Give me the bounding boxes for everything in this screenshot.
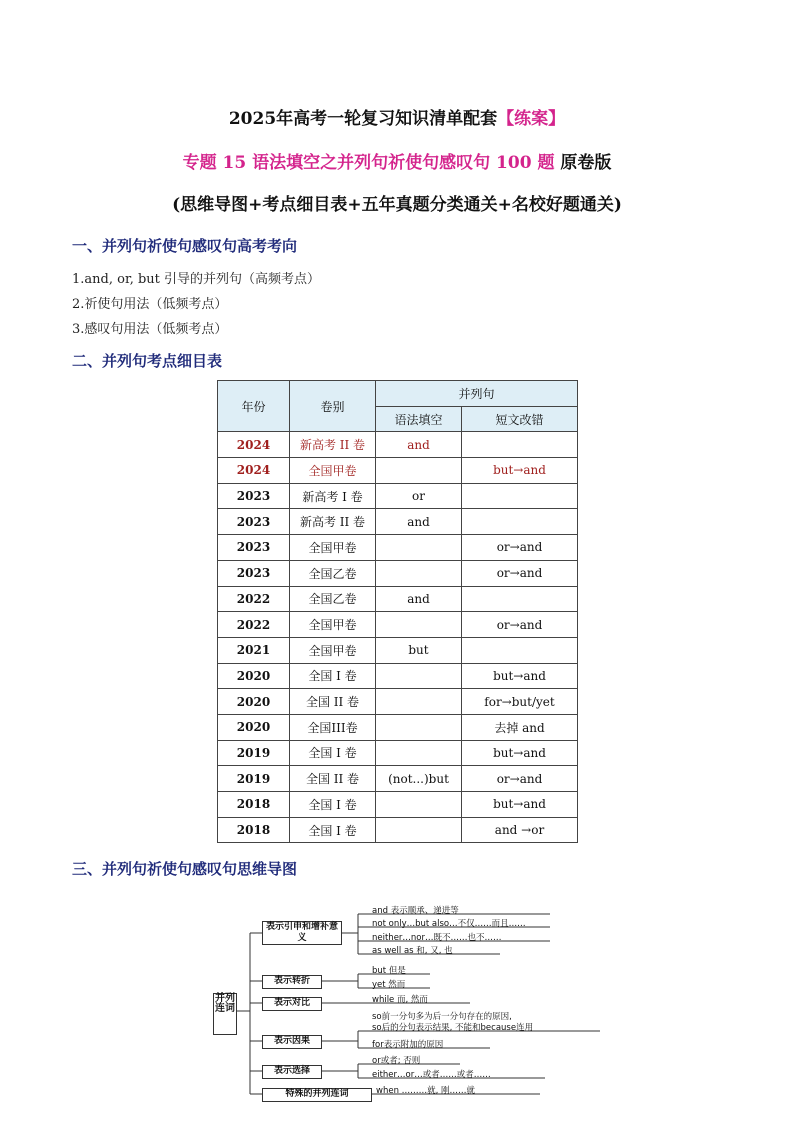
mindmap-leaf: but 但是	[372, 966, 406, 976]
table-cell-yr: 2022	[218, 586, 290, 612]
table-cell-correct	[462, 586, 578, 612]
section1-heading: 一、并列句祈使句感叹句高考考向	[72, 237, 298, 255]
table-row	[218, 560, 578, 586]
topic-title: 专题 15 语法填空之并列句祈使句感叹句 100 题	[182, 153, 555, 173]
mindmap-branch: 表示选择	[262, 1065, 322, 1079]
mindmap-leaf: while 而, 然而	[372, 995, 428, 1005]
table-cell-correct: or→and	[462, 560, 578, 586]
table-cell-correct	[462, 637, 578, 663]
title-main: 2025年高考一轮复习知识清单配套	[228, 109, 498, 129]
table-cell-paper: 全国甲卷	[290, 637, 376, 663]
mindmap-leaf: and 表示顺承、递进等	[372, 906, 459, 916]
table-cell-paper: 全国 II 卷	[290, 766, 376, 792]
table-cell-fill: and	[376, 509, 462, 535]
table-row	[218, 612, 578, 638]
table-row	[218, 586, 578, 612]
table-cell-fill	[376, 714, 462, 740]
table-cell-yr: 2019	[218, 766, 290, 792]
table-cell-paper: 全国 I 卷	[290, 817, 376, 843]
table-cell-fill	[376, 792, 462, 818]
table-row	[218, 535, 578, 561]
table-cell-yr: 2024	[218, 458, 290, 484]
topic-suffix: 原卷版	[554, 153, 612, 173]
table-cell-correct: 去掉 and	[462, 714, 578, 740]
table-row	[218, 817, 578, 843]
table-cell-correct: or→and	[462, 535, 578, 561]
mindmap-branch: 表示转折	[262, 975, 322, 989]
mindmap-leaf: not only…but also…不仅……而且……	[372, 919, 526, 929]
table-cell-yr: 2021	[218, 637, 290, 663]
table-cell-correct: but→and	[462, 740, 578, 766]
table-cell-fill	[376, 535, 462, 561]
table-cell-yr: 2023	[218, 535, 290, 561]
table-row	[218, 458, 578, 484]
mindmap-leaf: either…or…或者……或者……	[372, 1070, 491, 1080]
section3-heading: 三、并列句祈使句感叹句思维导图	[72, 860, 298, 878]
table-cell-fill: (not...)but	[376, 766, 462, 792]
mindmap-branch: 特殊的并列连词	[262, 1088, 372, 1102]
table-cell-fill	[376, 560, 462, 586]
mindmap-leaf: when ………就, 刚……就	[376, 1086, 476, 1096]
table-cell-correct: but→and	[462, 458, 578, 484]
table-cell-yr: 2023	[218, 560, 290, 586]
table-cell-paper: 全国乙卷	[290, 560, 376, 586]
table-row	[218, 792, 578, 818]
table-row	[218, 766, 578, 792]
table-cell-fill	[376, 817, 462, 843]
table-row	[218, 509, 578, 535]
table-row	[218, 714, 578, 740]
table-cell-correct: but→and	[462, 663, 578, 689]
table-cell-fill	[376, 612, 462, 638]
table-cell-correct: and →or	[462, 817, 578, 843]
header-group: 并列句	[376, 381, 578, 407]
table-cell-paper: 全国 I 卷	[290, 663, 376, 689]
document-subtitle	[0, 148, 794, 173]
title-tag: 【练案】	[497, 109, 566, 129]
table-cell-fill	[376, 458, 462, 484]
table-cell-fill: or	[376, 483, 462, 509]
table-cell-paper: 全国 I 卷	[290, 792, 376, 818]
mindmap-branch: 表示因果	[262, 1035, 322, 1049]
table-cell-fill	[376, 689, 462, 715]
table-cell-correct: or→and	[462, 766, 578, 792]
mindmap-leaf: yet 然而	[372, 980, 406, 990]
table-cell-paper: 全国甲卷	[290, 458, 376, 484]
table-cell-paper: 全国III卷	[290, 714, 376, 740]
table-cell-fill: and	[376, 432, 462, 458]
header-correct: 短文改错	[462, 406, 578, 432]
table-cell-yr: 2018	[218, 817, 290, 843]
mindmap-leaf: or或者; 否则	[372, 1056, 421, 1066]
header-fill: 语法填空	[376, 406, 462, 432]
mindmap-leaf: neither…nor…既不……也不……	[372, 933, 502, 943]
mindmap-leaf: as well as 和, 又, 也	[372, 946, 453, 956]
table-cell-yr: 2024	[218, 432, 290, 458]
table-cell-fill	[376, 663, 462, 689]
mindmap-leaf: so前一分句多为后一分句存在的原因,	[372, 1012, 512, 1022]
table-cell-yr: 2020	[218, 663, 290, 689]
table-cell-fill	[376, 740, 462, 766]
table-cell-yr: 2020	[218, 689, 290, 715]
section1-item: 2.祈使句用法（低频考点）	[72, 297, 228, 312]
mindmap-leaf: so后的分句表示结果, 不能和because连用	[372, 1023, 534, 1033]
table-cell-paper: 新高考 II 卷	[290, 432, 376, 458]
table-cell-fill: but	[376, 637, 462, 663]
table-cell-correct	[462, 483, 578, 509]
table-cell-correct	[462, 509, 578, 535]
table-row	[218, 432, 578, 458]
table-cell-correct: but→and	[462, 792, 578, 818]
document-title	[0, 104, 794, 129]
mind-map	[200, 896, 620, 1106]
table-cell-fill: and	[376, 586, 462, 612]
table-cell-correct	[462, 432, 578, 458]
table-row	[218, 689, 578, 715]
mindmap-branch: 表示对比	[262, 997, 322, 1011]
table-cell-correct: or→and	[462, 612, 578, 638]
table-cell-paper: 新高考 II 卷	[290, 509, 376, 535]
table-cell-paper: 全国乙卷	[290, 586, 376, 612]
table-cell-paper: 全国甲卷	[290, 612, 376, 638]
table-row	[218, 637, 578, 663]
table-cell-paper: 全国 II 卷	[290, 689, 376, 715]
mindmap-leaf: for表示附加的原因	[372, 1040, 444, 1050]
table-row	[218, 483, 578, 509]
mindmap-branch: 表示引申和增补意义	[262, 921, 342, 945]
table-cell-paper: 全国 I 卷	[290, 740, 376, 766]
section2-heading: 二、并列句考点细目表	[72, 352, 223, 370]
table-cell-yr: 2022	[218, 612, 290, 638]
table-cell-yr: 2019	[218, 740, 290, 766]
table-row	[218, 663, 578, 689]
document-subtitle-2: (思维导图+考点细目表+五年真题分类通关+名校好题通关)	[172, 195, 622, 215]
table-cell-yr: 2020	[218, 714, 290, 740]
header-paper: 卷别	[290, 381, 376, 432]
mindmap-root: 并列连词	[213, 993, 237, 1035]
table-row	[218, 740, 578, 766]
table-cell-paper: 新高考 I 卷	[290, 483, 376, 509]
header-year: 年份	[218, 381, 290, 432]
section1-item: 3.感叹句用法（低频考点）	[72, 322, 228, 337]
table-cell-yr: 2023	[218, 483, 290, 509]
table-cell-correct: for→but/yet	[462, 689, 578, 715]
table-cell-yr: 2023	[218, 509, 290, 535]
table-cell-paper: 全国甲卷	[290, 535, 376, 561]
table-cell-yr: 2018	[218, 792, 290, 818]
section1-item: 1.and, or, but 引导的并列句（高频考点）	[72, 272, 321, 287]
exam-point-table	[217, 380, 578, 843]
